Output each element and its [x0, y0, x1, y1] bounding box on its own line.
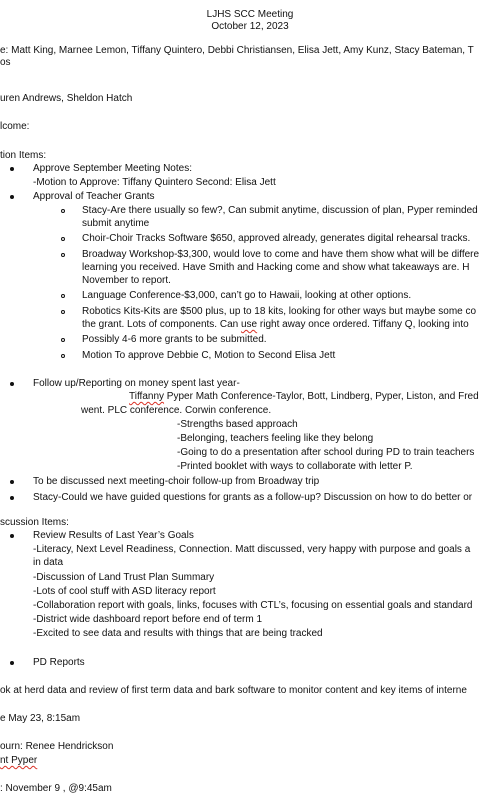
sub-bullet-circle: [61, 354, 65, 358]
next-meeting-item: To be discussed next meeting-choir follow-up from Broadway trip: [33, 476, 320, 487]
adjourn-line: ourn: Renee Hendrickson: [0, 741, 114, 752]
absent-line: uren Andrews, Sheldon Hatch: [0, 93, 133, 104]
bullet-dot: [10, 534, 14, 538]
bullet-dot: [10, 382, 14, 386]
pyper-underlined: nt Pyper: [0, 755, 38, 766]
grant-item-stacy: Stacy-Are there usually so few?, Can submit anytime, discussion of plan, Pyper reminded: [82, 205, 478, 216]
followup-detail-3: -Going to do a presentation after school during PD to train teachers: [177, 447, 475, 458]
sub-bullet-circle: [61, 294, 65, 298]
followup-detail-2: -Belonging, teachers feeling like they belong: [177, 433, 374, 444]
attendance-line-1: e: Matt King, Marnee Lemon, Tiffany Quintero, Debbi Christiansen, Elisa Jett, Amy Kunz, Stacy Bateman, T: [0, 45, 474, 56]
approve-notes-motion: -Motion to Approve: Tiffany Quintero Second: Elisa Jett: [33, 177, 276, 188]
robotics-text-underlined: use: [240, 319, 258, 330]
grant-item-stacy-cont: submit anytime: [82, 218, 150, 229]
grant-item-choir: Choir-Choir Tracks Software $650, approved already, generates digital rehearsal tracks.: [82, 233, 471, 244]
sub-bullet-circle: [61, 310, 65, 314]
review-line-7: -Excited to see data and results with things that are being tracked: [33, 628, 323, 639]
review-line-4: -Lots of cool stuff with ASD literacy report: [33, 586, 216, 597]
grant-item-broadway-cont-2: November to report.: [82, 275, 171, 286]
next-date-line: : November 9 , @9:45am: [0, 783, 112, 794]
followup-label: Follow up/Reporting on money spent last year-: [33, 378, 240, 389]
robotics-text-b: right away once ordered. Tiffany Q, looking into: [257, 319, 469, 330]
herd-data-line: ok at herd data and review of first term data and bark software to monitor content and key items of interne: [0, 685, 467, 696]
pd-reports-item: PD Reports: [33, 657, 85, 668]
grant-item-more: Possibly 4-6 more grants to be submitted.: [82, 334, 267, 345]
sub-bullet-circle: [61, 209, 65, 213]
followup-name-underlined: Tiffanny: [129, 391, 165, 402]
review-line-2: in data: [33, 557, 64, 568]
sub-bullet-circle: [61, 253, 65, 257]
date-line: e May 23, 8:15am: [0, 713, 81, 724]
sub-bullet-circle: [61, 338, 65, 342]
followup-detail-4: -Printed booklet with ways to collaborate with letter P.: [177, 461, 413, 472]
stacy-question-item: Stacy-Could we have guided questions for grants as a follow-up? Discussion on how to do better or: [33, 492, 473, 503]
pyper-line: [0, 755, 37, 767]
sub-bullet-circle: [61, 237, 65, 241]
discussion-items-heading: scussion Items:: [0, 517, 69, 528]
action-items-heading: tion Items:: [0, 150, 47, 161]
welcome-heading: lcome:: [0, 121, 30, 132]
followup-line-1: [129, 391, 479, 403]
review-line-3: -Discussion of Land Trust Plan Summary: [33, 572, 215, 583]
followup-detail-1: -Strengths based approach: [177, 419, 298, 430]
document-date: October 12, 2023: [211, 21, 289, 32]
bullet-dot: [10, 480, 14, 484]
followup-line-2: went. PLC conference. Corwin conference.: [81, 405, 272, 416]
approve-notes-label: Approve September Meeting Notes:: [33, 163, 192, 174]
followup-line-1-rest: Pyper Math Conference-Taylor, Bott, Lindberg, Pyper, Liston, and Fred: [164, 391, 479, 402]
teacher-grants-label: Approval of Teacher Grants: [33, 191, 155, 202]
robotics-text-a: the grant. Lots of components. Can: [82, 319, 241, 330]
review-goals-label: Review Results of Last Year’s Goals: [33, 530, 194, 541]
bullet-dot: [10, 167, 14, 171]
grant-item-broadway: Broadway Workshop-$3,300, would love to come and have them show what will be differe: [82, 249, 480, 260]
grant-item-robotics-cont: [82, 319, 469, 331]
bullet-dot: [10, 496, 14, 500]
bullet-dot: [10, 195, 14, 199]
attendance-line-2: os: [0, 57, 11, 68]
grant-item-language: Language Conference-$3,000, can’t go to Hawaii, looking at other options.: [82, 290, 412, 301]
review-line-6: -District wide dashboard report before end of term 1: [33, 614, 262, 625]
bullet-dot: [10, 661, 14, 665]
grant-item-robotics: Robotics Kits-Kits are $500 plus, up to 18 kits, looking for other ways but maybe some co: [82, 306, 477, 317]
review-line-5: -Collaboration report with goals, links, focuses with CTL’s, focusing on essential goals and standard: [33, 600, 473, 611]
review-line-1: -Literacy, Next Level Readiness, Connection. Matt discussed, very happy with purpose and goals a: [33, 544, 471, 555]
grant-item-motion: Motion To approve Debbie C, Motion to Second Elisa Jett: [82, 350, 336, 361]
grant-item-broadway-cont-1: learning you received. Have Smith and Hacking come and show what takeaways are. H: [82, 262, 470, 273]
document-title: LJHS SCC Meeting: [206, 9, 294, 20]
